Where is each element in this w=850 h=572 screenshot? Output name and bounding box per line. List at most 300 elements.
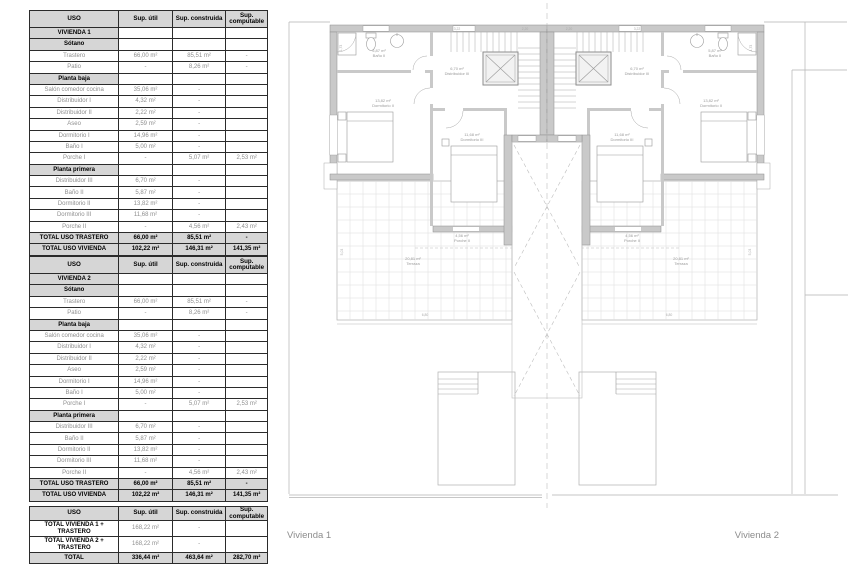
table-row — [30, 330, 268, 341]
dimension: 5,03 — [340, 248, 344, 256]
cell-value: 141,35 m² — [226, 490, 268, 501]
row-label: Dormitorio III — [30, 210, 119, 221]
cell-value: - — [172, 84, 226, 95]
row-label: Sótano — [30, 39, 119, 50]
cell-value — [226, 537, 268, 553]
cell-value: 8,26 m² — [172, 62, 226, 73]
dimension: 2,20 — [521, 27, 529, 31]
dimension: 1,73 — [339, 44, 343, 52]
cell-value: - — [172, 210, 226, 221]
cell-value: - — [119, 221, 173, 232]
table-row — [30, 387, 268, 398]
row-label: Planta baja — [30, 73, 119, 84]
row-label: Aseo — [30, 365, 119, 376]
table-row — [30, 244, 268, 255]
window — [330, 115, 337, 155]
cell-value — [226, 410, 268, 421]
cell-value: - — [172, 107, 226, 118]
table-header — [30, 257, 268, 274]
table-row — [30, 296, 268, 307]
table-row — [30, 319, 268, 330]
cell-value — [226, 39, 268, 50]
cell-value: - — [172, 387, 226, 398]
cell-value — [226, 319, 268, 330]
row-label: Trastero — [30, 296, 119, 307]
cell-value: - — [172, 456, 226, 467]
table-row — [30, 28, 268, 39]
surface-table — [29, 506, 268, 564]
cell-value: 4,32 m² — [119, 342, 173, 353]
cell-value — [226, 198, 268, 209]
row-label: Dormitorio I — [30, 130, 119, 141]
cell-value: 2,53 m² — [226, 399, 268, 410]
table-row — [30, 490, 268, 501]
header-row — [30, 507, 268, 521]
table-body — [30, 521, 268, 564]
room-area: 13,82 m² — [375, 98, 391, 103]
door-arc — [446, 111, 463, 128]
row-label: Distribuidor I — [30, 96, 119, 107]
nightstand-icon — [338, 112, 346, 120]
table-row — [30, 308, 268, 319]
row-label: Porche II — [30, 221, 119, 232]
cell-value: 13,82 m² — [119, 198, 173, 209]
cell-value: - — [119, 399, 173, 410]
room-name: Dormitorio II — [372, 103, 394, 108]
cell-value — [226, 365, 268, 376]
table-row — [30, 50, 268, 61]
floor-plan — [285, 0, 850, 572]
cell-value: 66,00 m² — [119, 50, 173, 61]
cell-value — [226, 210, 268, 221]
cell-value: - — [226, 308, 268, 319]
room-area: 6,70 m² — [450, 66, 464, 71]
row-label: Aseo — [30, 119, 119, 130]
cell-value: 5,00 m² — [119, 141, 173, 152]
cell-value: - — [172, 365, 226, 376]
table-row — [30, 521, 268, 537]
cell-value: - — [172, 119, 226, 130]
cell-value: 4,56 m² — [172, 467, 226, 478]
table-row — [30, 285, 268, 296]
cell-value — [226, 130, 268, 141]
table-row — [30, 399, 268, 410]
central-void — [512, 3, 582, 508]
cell-value: 85,51 m² — [172, 233, 226, 244]
cell-value: 5,07 m² — [172, 399, 226, 410]
row-label: Sótano — [30, 285, 119, 296]
room-area: 13,82 m² — [703, 98, 719, 103]
dimension: 3,22 — [633, 27, 641, 31]
cell-value: - — [172, 130, 226, 141]
table-row — [30, 274, 268, 285]
cell-value — [119, 164, 173, 175]
cell-value: - — [172, 422, 226, 433]
cell-value — [172, 274, 226, 285]
stair-treads — [518, 48, 540, 108]
cell-value — [226, 521, 268, 537]
cell-value — [119, 319, 173, 330]
area-table-vivienda-1 — [29, 10, 268, 256]
row-label: Distribuidor III — [30, 176, 119, 187]
cell-value: 66,00 m² — [119, 479, 173, 490]
cell-value: 2,53 m² — [226, 153, 268, 164]
table-row — [30, 210, 268, 221]
column-header: USO — [30, 257, 119, 274]
table-row — [30, 153, 268, 164]
cell-value: 2,43 m² — [226, 221, 268, 232]
cell-value: 2,22 m² — [119, 107, 173, 118]
table-header — [30, 507, 268, 521]
table-row — [30, 479, 268, 490]
party-wall — [540, 32, 547, 135]
cell-value: 85,51 m² — [172, 479, 226, 490]
row-label: Baño II — [30, 433, 119, 444]
cell-value: 66,00 m² — [119, 296, 173, 307]
top-wall — [330, 25, 547, 32]
cell-value — [172, 164, 226, 175]
column-header: Sup. construida — [172, 257, 226, 274]
row-label: Distribuidor I — [30, 342, 119, 353]
table-row — [30, 130, 268, 141]
surface-table — [29, 10, 268, 256]
row-label: Baño I — [30, 141, 119, 152]
row-label: Dormitorio II — [30, 198, 119, 209]
void-side-wall — [504, 135, 512, 245]
cell-value — [226, 119, 268, 130]
room-name: Baño II — [708, 53, 722, 58]
table-row — [30, 84, 268, 95]
cell-value: - — [119, 308, 173, 319]
dimension: 1,73 — [749, 44, 753, 52]
row-label: VIVIENDA 1 — [30, 28, 119, 39]
cell-value: - — [172, 187, 226, 198]
room-name: Baño II — [372, 53, 386, 58]
table-row — [30, 198, 268, 209]
row-label: TOTAL USO VIVIENDA — [30, 244, 119, 255]
table-row — [30, 73, 268, 84]
cell-value: - — [172, 376, 226, 387]
cell-value: 2,59 m² — [119, 365, 173, 376]
partition-wall — [433, 108, 507, 111]
cell-value: - — [172, 176, 226, 187]
cell-value: 8,26 m² — [172, 308, 226, 319]
room-area: 5,87 m² — [708, 48, 722, 53]
cell-value: 35,06 m² — [119, 330, 173, 341]
cell-value — [226, 164, 268, 175]
cell-value: 141,35 m² — [226, 244, 268, 255]
cell-value: - — [226, 296, 268, 307]
totals-table — [29, 506, 268, 564]
header-row — [30, 257, 268, 274]
cell-value: 2,59 m² — [119, 119, 173, 130]
row-label: Porche II — [30, 467, 119, 478]
cell-value — [226, 444, 268, 455]
door-opening — [445, 108, 463, 112]
cell-value: 5,07 m² — [172, 153, 226, 164]
cell-value — [226, 274, 268, 285]
surface-table — [29, 256, 268, 502]
table-row — [30, 62, 268, 73]
cell-value: 11,68 m² — [119, 456, 173, 467]
cell-value — [226, 433, 268, 444]
table-row — [30, 187, 268, 198]
room-name: Porche II — [623, 238, 641, 243]
cell-value — [226, 342, 268, 353]
cell-value: - — [172, 96, 226, 107]
cell-value — [172, 319, 226, 330]
cell-value: 168,22 m² — [119, 537, 173, 553]
cell-value: 35,06 m² — [119, 84, 173, 95]
table-row — [30, 96, 268, 107]
row-label: Porche I — [30, 399, 119, 410]
cell-value — [172, 39, 226, 50]
table-row — [30, 141, 268, 152]
cell-value — [172, 73, 226, 84]
cell-value: 14,96 m² — [119, 376, 173, 387]
row-label: Distribuidor II — [30, 107, 119, 118]
cell-value: 2,22 m² — [119, 353, 173, 364]
row-label: Distribuidor II — [30, 353, 119, 364]
vivienda-2-label: Vivienda 2 — [734, 530, 779, 541]
cell-value: 5,87 m² — [119, 187, 173, 198]
cell-value — [226, 387, 268, 398]
cell-value: - — [226, 50, 268, 61]
row-label: VIVIENDA 2 — [30, 274, 119, 285]
cell-value — [226, 422, 268, 433]
cell-value: 4,32 m² — [119, 96, 173, 107]
row-label: Dormitorio III — [30, 456, 119, 467]
room-name: Dormitorio III — [460, 137, 484, 142]
cell-value — [119, 39, 173, 50]
cell-value: - — [172, 141, 226, 152]
room-area: 4,56 m² — [625, 233, 639, 238]
column-header: USO — [30, 11, 119, 28]
table-row — [30, 444, 268, 455]
row-label: Salón comedor cocina — [30, 330, 119, 341]
cell-value: 5,00 m² — [119, 387, 173, 398]
column-header: Sup. computable — [226, 257, 268, 274]
door-opening — [430, 88, 434, 104]
door-opening — [430, 56, 434, 70]
cell-value: 102,22 m² — [119, 490, 173, 501]
row-label: Planta primera — [30, 410, 119, 421]
table-row — [30, 353, 268, 364]
row-label: Dormitorio II — [30, 444, 119, 455]
cell-value — [119, 285, 173, 296]
column-header: USO — [30, 507, 119, 521]
cell-value: 6,70 m² — [119, 176, 173, 187]
window — [363, 26, 389, 31]
row-label: TOTAL VIVIENDA 2 + TRASTERO — [30, 537, 119, 553]
cell-value — [226, 330, 268, 341]
dimension: 6,80 — [421, 313, 429, 317]
cell-value: 146,31 m² — [172, 244, 226, 255]
room-name: Terraza — [674, 261, 688, 266]
cell-value: 4,56 m² — [172, 221, 226, 232]
cell-value: - — [172, 353, 226, 364]
cell-value: 66,00 m² — [119, 233, 173, 244]
cell-value: - — [119, 62, 173, 73]
row-label: Baño I — [30, 387, 119, 398]
table-row — [30, 376, 268, 387]
row-label: TOTAL — [30, 553, 119, 564]
column-header: Sup. construida — [172, 507, 226, 521]
cell-value: 13,82 m² — [119, 444, 173, 455]
column-header: Sup. computable — [226, 507, 268, 521]
vivienda-1-label: Vivienda 1 — [287, 530, 332, 541]
row-label: Planta baja — [30, 319, 119, 330]
table-row — [30, 456, 268, 467]
cell-value: - — [226, 233, 268, 244]
room-area: 6,70 m² — [630, 66, 644, 71]
table-row — [30, 410, 268, 421]
dimension: 6,80 — [665, 313, 673, 317]
cell-value: 2,43 m² — [226, 467, 268, 478]
room-name: Dormitorio II — [700, 103, 722, 108]
row-label: Dormitorio I — [30, 376, 119, 387]
dimension: 3,22 — [453, 27, 461, 31]
cell-value: - — [172, 433, 226, 444]
room-area: 4,56 m² — [455, 233, 469, 238]
room-area: 11,68 m² — [464, 132, 480, 137]
cell-value — [226, 176, 268, 187]
cell-value: 168,22 m² — [119, 521, 173, 537]
cell-value — [119, 410, 173, 421]
cell-value — [226, 96, 268, 107]
cell-value — [226, 84, 268, 95]
row-label: Patio — [30, 62, 119, 73]
cell-value — [226, 141, 268, 152]
cell-value: - — [226, 62, 268, 73]
nightstand-icon — [442, 139, 449, 146]
table-row — [30, 233, 268, 244]
dimension: 2,20 — [565, 27, 573, 31]
cell-value: - — [172, 330, 226, 341]
sink-icon — [391, 35, 404, 48]
table-row — [30, 342, 268, 353]
door-arc — [413, 56, 427, 70]
cell-value: - — [172, 521, 226, 537]
room-area: 5,87 m² — [372, 48, 386, 53]
room-area: 20,81 m² — [673, 256, 689, 261]
window — [518, 136, 536, 141]
bed-icon — [347, 112, 393, 162]
stair-treads — [451, 32, 517, 52]
nightstand-icon — [338, 154, 346, 162]
void-outline — [512, 142, 582, 398]
cell-value: 336,44 m² — [119, 553, 173, 564]
cell-value — [172, 28, 226, 39]
room-area: 20,81 m² — [405, 256, 421, 261]
cell-value: 282,70 m² — [226, 553, 268, 564]
cell-value — [226, 353, 268, 364]
table-body — [30, 28, 268, 256]
cell-value: - — [119, 467, 173, 478]
column-header: Sup. útil — [119, 11, 173, 28]
cell-value: - — [172, 444, 226, 455]
door-opening — [453, 227, 479, 231]
table-row — [30, 553, 268, 564]
row-label: Salón comedor cocina — [30, 84, 119, 95]
column-header: Sup. construida — [172, 11, 226, 28]
row-label: Planta primera — [30, 164, 119, 175]
header-row — [30, 11, 268, 28]
room-name: Dormitorio III — [610, 137, 634, 142]
cell-value — [172, 285, 226, 296]
door-arc — [414, 88, 430, 104]
table-row — [30, 537, 268, 553]
bed-icon — [451, 146, 497, 202]
table-row — [30, 107, 268, 118]
cell-value: 11,68 m² — [119, 210, 173, 221]
row-label: TOTAL USO TRASTERO — [30, 233, 119, 244]
column-header: Sup. útil — [119, 257, 173, 274]
room-name: Terraza — [406, 261, 420, 266]
cell-value: 6,70 m² — [119, 422, 173, 433]
cell-value — [226, 285, 268, 296]
row-label: Patio — [30, 308, 119, 319]
lower-wall — [330, 174, 433, 180]
room-name: Porche II — [453, 238, 471, 243]
area-table-vivienda-2 — [29, 256, 268, 502]
row-label: TOTAL VIVIENDA 1 + TRASTERO — [30, 521, 119, 537]
cell-value: - — [172, 342, 226, 353]
cell-value — [226, 376, 268, 387]
table-row — [30, 433, 268, 444]
cell-value — [226, 107, 268, 118]
cell-value — [119, 28, 173, 39]
door-opening — [411, 70, 425, 74]
side-wall — [330, 32, 337, 180]
column-header: Sup. útil — [119, 507, 173, 521]
room-area: 11,68 m² — [614, 132, 630, 137]
cell-value — [226, 28, 268, 39]
row-label: Baño II — [30, 187, 119, 198]
cell-value: - — [119, 153, 173, 164]
cell-value — [226, 73, 268, 84]
cell-value: 85,51 m² — [172, 296, 226, 307]
cell-value — [226, 456, 268, 467]
table-row — [30, 467, 268, 478]
cell-value: 102,22 m² — [119, 244, 173, 255]
cell-value: - — [226, 479, 268, 490]
cell-value — [172, 410, 226, 421]
row-label: TOTAL USO TRASTERO — [30, 479, 119, 490]
cell-value: 463,64 m² — [172, 553, 226, 564]
room-name: Distribuidor III — [444, 71, 470, 76]
dimension: 5,03 — [748, 248, 752, 256]
column-header: Sup. computable — [226, 11, 268, 28]
table-row — [30, 176, 268, 187]
room-name: Distribuidor III — [624, 71, 650, 76]
table-row — [30, 221, 268, 232]
cell-value: 85,51 m² — [172, 50, 226, 61]
table-row — [30, 365, 268, 376]
cell-value — [226, 187, 268, 198]
cell-value: 14,96 m² — [119, 130, 173, 141]
row-label: Trastero — [30, 50, 119, 61]
cell-value: - — [172, 198, 226, 209]
table-row — [30, 164, 268, 175]
table-row — [30, 422, 268, 433]
row-label: Porche I — [30, 153, 119, 164]
cell-value — [119, 274, 173, 285]
partition-wall — [504, 108, 507, 135]
cell-value: - — [172, 537, 226, 553]
cell-value — [119, 73, 173, 84]
table-row — [30, 39, 268, 50]
